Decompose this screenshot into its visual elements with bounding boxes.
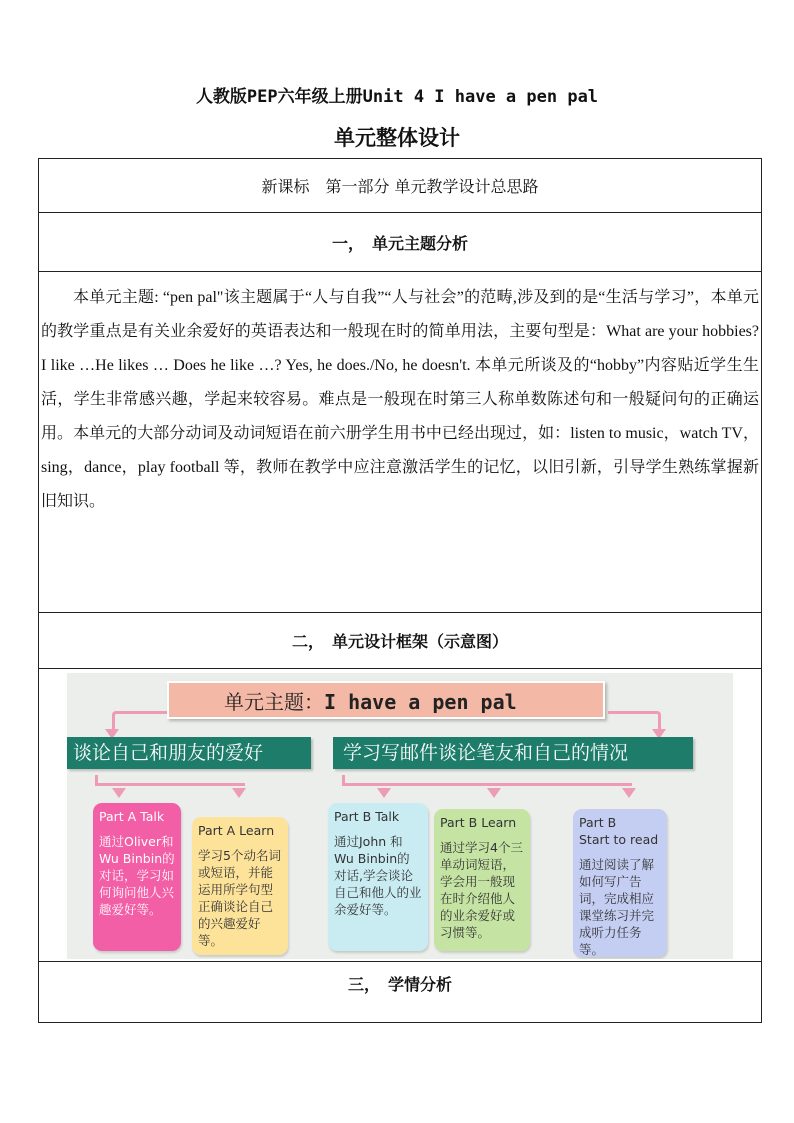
card-part-a-talk — [93, 803, 181, 951]
card-body: 学习5个动名词或短语，并能运用所学句型正确谈论自己的兴趣爱好等。 — [198, 848, 281, 948]
unit-theme-banner — [167, 681, 605, 719]
card-body: 通过阅读了解如何写广告词，完成相应课堂练习并完成听力任务等。 — [579, 857, 655, 957]
section1-body: 本单元主题: “pen pal"该主题属于“人与自我”“人与社会”的范畴,涉及到的是“生活与学习”，本单元的教学重点是有关业余爱好的英语表达和一般现在时的简单用法，主要句型是：What are your hobbies? I like …He likes … Does he like …? Yes, he does./No, he doesn't. 本单元所谈及的“hobby”内容贴近学生生活，学生非常感兴趣，学起来较容易。难点是一般现在时第三人称单数陈述句和一般疑问句的正确运用。本单元的大部分动词及动词短语在前六册学生用书中已经出现过，如：listen to music，watch TV，sing，dance，play football 等，教师在教学中应注意激活学生的记忆，以旧引新，引导学生熟练掌握新旧知识。 — [41, 289, 759, 510]
arrow-card-1 — [112, 788, 126, 798]
card-title: Part B Talk — [334, 809, 400, 824]
card-title: Part B Start to read — [579, 815, 659, 847]
section1-heading: 一， 单元主题分析 — [39, 213, 762, 272]
connector-left — [112, 711, 167, 734]
card-part-b-read — [573, 809, 667, 957]
connector-right-horizontal — [342, 783, 632, 786]
framework-diagram — [67, 673, 733, 959]
unit-theme-title: I have a pen pal — [324, 690, 517, 714]
branch-left: 谈论自己和朋友的爱好 — [67, 737, 311, 769]
design-table — [38, 158, 762, 1023]
arrow-card-4 — [487, 788, 501, 798]
document-title: 人教版PEP六年级上册Unit 4 I have a pen pal — [195, 87, 599, 107]
card-title: Part B Learn — [440, 815, 517, 830]
card-body: 通过John 和Wu Binbin的对话,学会谈论自己和他人的业余爱好等。 — [334, 834, 422, 917]
framework-cell — [39, 669, 762, 962]
card-title: Part A Talk — [99, 809, 165, 824]
unit-theme-prefix: 单元主题： — [224, 690, 324, 714]
intro-heading: 新课标 第一部分 单元教学设计总思路 — [39, 159, 762, 213]
section3-heading: 三， 学情分析 — [39, 962, 762, 1023]
arrow-card-2 — [232, 788, 246, 798]
card-body: 通过Oliver和Wu Binbin的对话，学习如何询问他人兴趣爱好等。 — [99, 834, 175, 917]
card-title: Part A Learn — [198, 823, 275, 838]
arrow-card-5 — [622, 788, 636, 798]
section2-heading: 二， 单元设计框架（示意图） — [39, 613, 762, 669]
card-body: 通过学习4个三单动词短语，学会用一般现在时介绍他人的业余爱好或习惯等。 — [440, 840, 523, 940]
card-part-b-talk — [328, 803, 428, 951]
document-subtitle: 单元整体设计 — [334, 126, 460, 150]
card-part-b-learn — [434, 809, 530, 951]
arrow-card-3 — [377, 788, 391, 798]
section1-body-cell — [39, 272, 762, 613]
card-part-a-learn — [192, 817, 288, 955]
branch-right: 学习写邮件谈论笔友和自己的情况 — [333, 737, 693, 769]
connector-left-horizontal — [95, 783, 245, 786]
